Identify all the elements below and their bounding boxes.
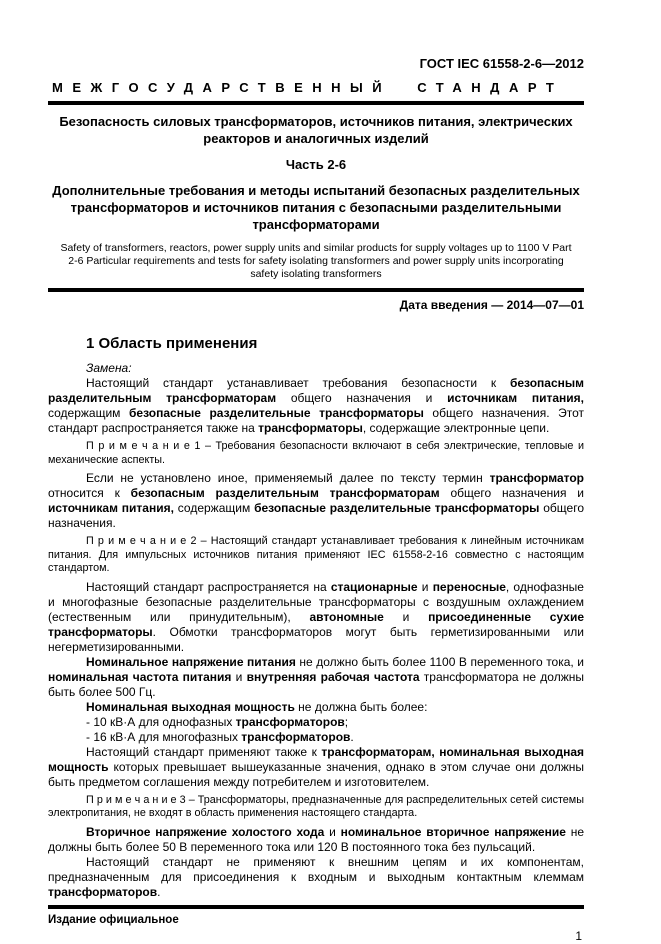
title-russian: Безопасность силовых трансформаторов, источников питания, электрических реакторов и аналогичных изделий <box>59 114 573 146</box>
text-run: , однофазные и многофазные безопасные разделительные трансформаторы с воздушным охлаждением (естественным или принудительным), <box>48 579 584 624</box>
text-run: содержащим <box>48 406 130 420</box>
paragraph <box>48 361 584 376</box>
text-run: автономные <box>309 609 384 624</box>
text-run: ; <box>344 714 349 729</box>
paragraph <box>48 855 584 900</box>
paragraph <box>48 580 584 655</box>
text-run: общего назначения и <box>439 486 584 500</box>
paragraph <box>48 655 584 700</box>
paragraph <box>48 471 584 531</box>
text-run: - 10 кВ·А для однофазных <box>86 714 236 729</box>
paragraph <box>48 730 584 745</box>
text-run: номинальная частота питания <box>48 669 232 684</box>
text-run: безопасные разделительные трансформаторы <box>129 406 424 420</box>
note-paragraph <box>48 794 584 821</box>
note-paragraph <box>48 440 584 467</box>
text-run: трансформаторов <box>235 714 345 729</box>
section-heading: 1 Область применения <box>86 335 258 352</box>
text-run: и <box>383 609 429 624</box>
text-run: трансформаторов <box>241 729 351 744</box>
text-run: внутренняя рабочая частота <box>246 669 420 684</box>
paragraph <box>48 825 584 855</box>
text-run: Настоящий стандарт распространяется на <box>86 579 331 594</box>
text-run: источникам питания, <box>447 391 585 405</box>
text-run: Настоящий стандарт не применяют к внешним цепям и их компонентам, предназначенным для присоединения к входным и выходным контактным клеммам <box>48 854 584 884</box>
text-run: не должна быть более: <box>294 699 428 714</box>
text-run: и <box>231 669 247 684</box>
text-run: Настоящий стандарт применяют также к <box>86 744 322 759</box>
text-run: не должны быть более 50 В переменного тока или 120 В постоянного тока без пульсаций. <box>48 824 584 854</box>
text-run: трансформатора не должны быть более 500 Гц. <box>48 669 585 699</box>
effective-date: Дата введения — 2014—07—01 <box>399 298 584 312</box>
text-run: . <box>157 884 161 899</box>
text-run: трансформаторов <box>48 884 158 899</box>
text-run: трансформаторы <box>258 421 363 435</box>
text-run: переносные <box>432 579 506 594</box>
text-run: трансформатор <box>489 471 584 485</box>
part-label: Часть 2-6 <box>285 157 347 172</box>
text-run: безопасные разделительные трансформаторы <box>254 501 540 515</box>
title-english: Safety of transformers, reactors, power supply units and similar products for supply voltages up to 1100 V Part 2-6 Particular requirements and tests for safety isolating transformers and power supply units incorporating safety isolating transformers <box>60 242 572 280</box>
text-run: . <box>350 729 354 744</box>
text-run: Номинальная выходная мощность <box>86 699 295 714</box>
doc-number: ГОСТ IEC 61558-2-6—2012 <box>419 56 584 71</box>
text-run: Вторичное напряжение холостого хода <box>86 824 325 839</box>
text-run: источникам питания, <box>48 501 174 515</box>
text-run: - 16 кВ·А для многофазных <box>86 729 242 744</box>
paragraph <box>48 700 584 715</box>
horizontal-rule-top <box>48 101 584 105</box>
text-run: П р и м е ч а н и е 3 – Трансформаторы, предназначенные для распределительных сетей системы электропитания, не входят в область применения настоящего стандарта. <box>48 793 584 819</box>
text-run: и <box>417 579 433 594</box>
text-run: относится к <box>48 486 131 500</box>
text-run: Если не установлено иное, применяемый далее по тексту термин <box>86 471 490 485</box>
text-run: стационарные <box>330 579 418 594</box>
page-number: 1 <box>575 928 582 943</box>
subtitle-russian: Дополнительные требования и методы испытаний безопасных разделительных трансформаторов и источников питания с безопасными разделительными трансформаторами <box>52 183 580 232</box>
paragraph <box>48 376 584 436</box>
text-run: . Обмотки трансформаторов могут быть герметизированными или негерметизированными. <box>48 624 584 654</box>
text-run: , содержащие электронные цепи. <box>362 421 550 435</box>
horizontal-rule-footer <box>48 905 584 909</box>
text-run: и <box>324 824 341 839</box>
text-run: Замена: <box>86 361 132 375</box>
text-run: общего назначения. Этот стандарт распространяется также на <box>48 406 585 435</box>
text-run: общего назначения. <box>48 501 584 530</box>
standard-type-label: МЕЖГОСУДАРСТВЕННЫЙ СТАНДАРТ <box>52 80 564 95</box>
text-run: Настоящий стандарт устанавливает требования безопасности к <box>86 376 510 390</box>
text-run: трансформаторам, номинальная выходная мощность <box>48 744 585 774</box>
text-run: присоединенные сухие трансформаторы <box>48 609 584 639</box>
text-run: П р и м е ч а н и е 2 – Настоящий стандарт устанавливает требования к линейным источникам питания. Для импульсных источников питания применяют IEC 61558-2-16 совместно с настоящим стандартом. <box>48 535 584 574</box>
note-paragraph <box>48 535 584 576</box>
horizontal-rule-middle <box>48 288 584 292</box>
paragraph <box>48 745 584 790</box>
text-run: не должно быть более 1100 В переменного тока, и <box>295 654 585 669</box>
text-run: содержащим <box>173 501 255 515</box>
text-run: безопасным разделительным трансформаторам <box>48 376 584 405</box>
section-body <box>48 361 584 900</box>
text-run: номинальное вторичное напряжение <box>340 824 566 839</box>
official-edition-label: Издание официальное <box>48 913 179 926</box>
text-run: Номинальное напряжение питания <box>86 654 296 669</box>
text-run: П р и м е ч а н и е 1 – Требования безопасности включают в себя электрические, тепловые и механические аспекты. <box>48 440 584 466</box>
text-run: общего назначения и <box>276 391 448 405</box>
paragraph <box>48 715 584 730</box>
text-run: безопасным разделительным трансформаторам <box>130 486 440 500</box>
text-run: которых превышает вышеуказанные значения, однако в этом случае они должны быть предметом соглашения между потребителем и изготовителем. <box>48 759 584 789</box>
